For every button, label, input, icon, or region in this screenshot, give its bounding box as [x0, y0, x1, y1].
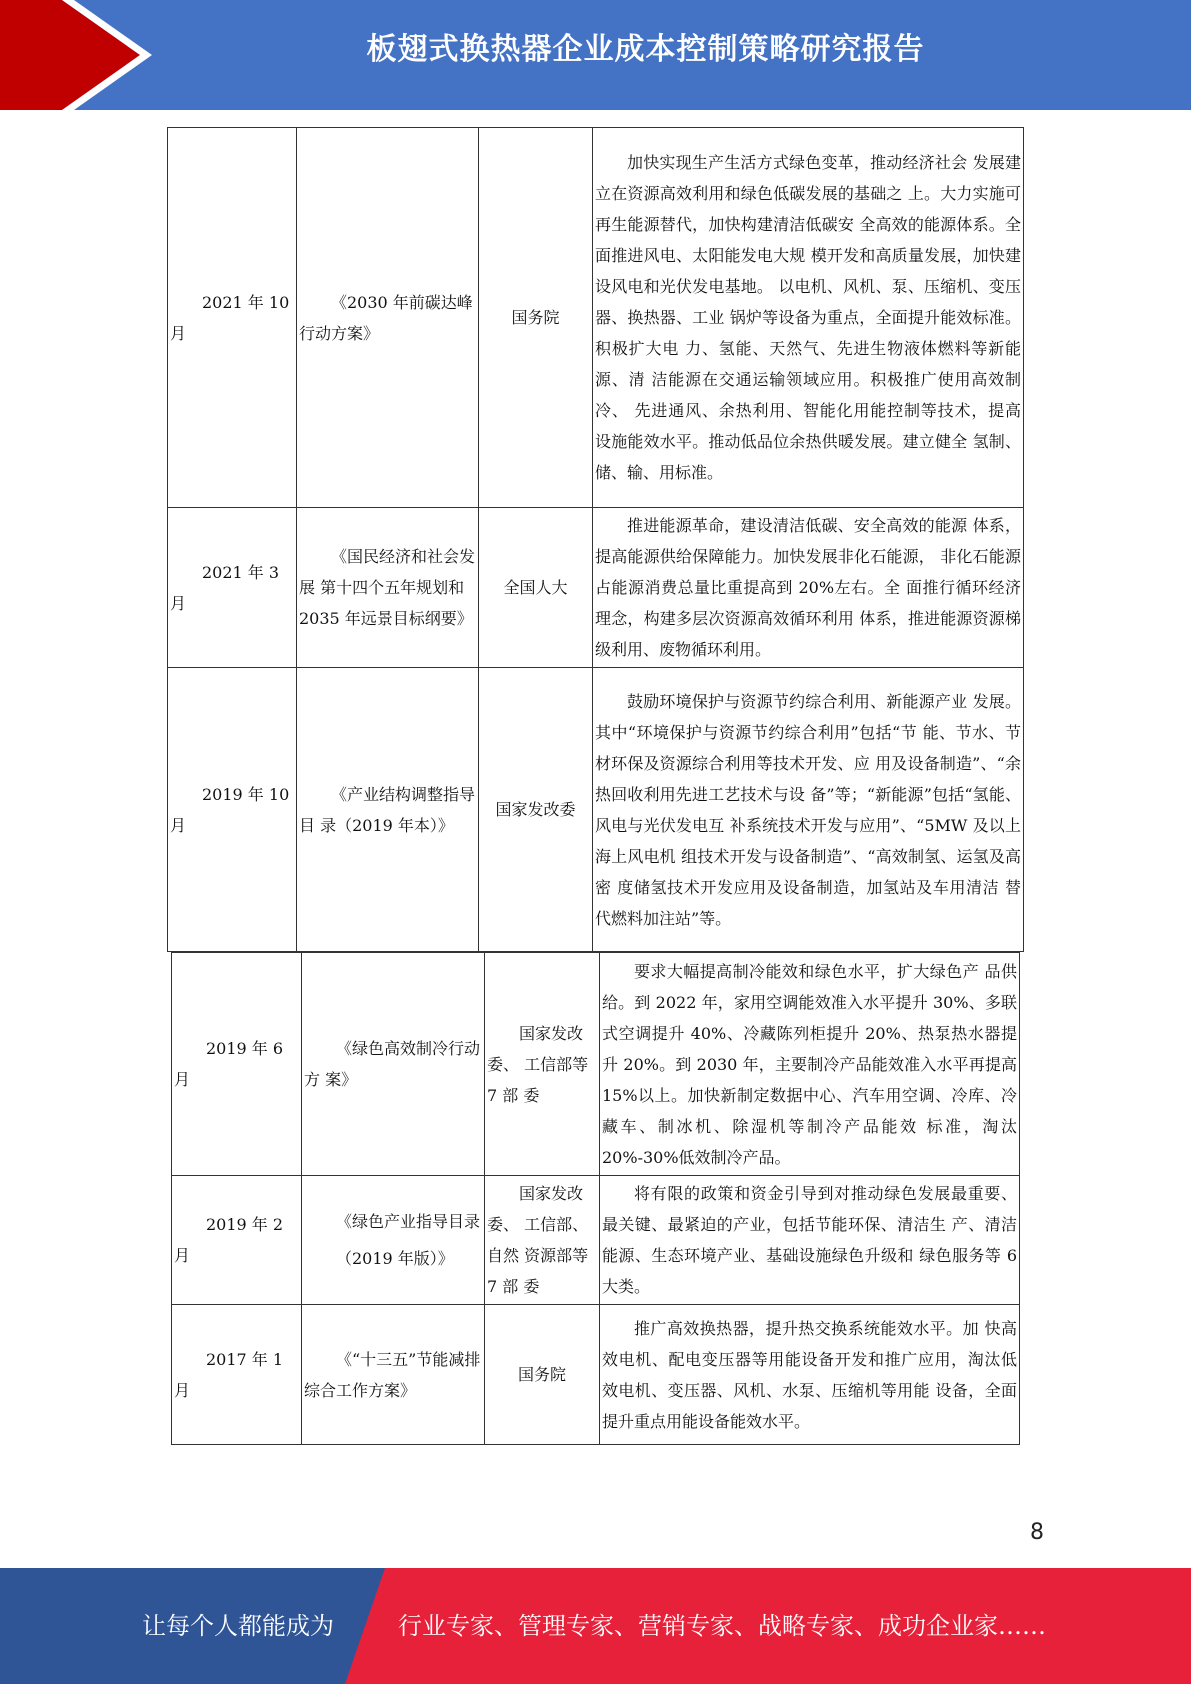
policy-table-part-1 — [167, 127, 1024, 952]
row-date: 2017 年 1 月 — [172, 1305, 302, 1445]
table-row — [168, 508, 1024, 668]
table-row — [168, 128, 1024, 508]
row-date: 2021 年 3 月 — [168, 508, 297, 668]
row-date: 2019 年 10 月 — [168, 668, 297, 952]
report-title: 板翅式换热器企业成本控制策略研究报告 — [366, 32, 925, 67]
row-document — [302, 1176, 485, 1305]
table-row — [172, 1305, 1020, 1445]
row-content: 要求大幅提高制冷能效和绿色水平，扩大绿色产 品供给。到 2022 年，家用空调能效准入水平提升 30%、多联式空调提升 40%、冷藏陈列柜提升 20%、热泵热水器提升 20%。到 2030 年，主要制冷产品能效准入水平再提高 15%以上。加快新制定数据中心、汽车用空调、冷库、冷藏车、制冰机、除湿机等制冷产品能效 标准，淘汰 20%-30%低效制冷产品。 — [600, 953, 1020, 1176]
table-row — [172, 953, 1020, 1176]
row-issuer: 国务院 — [479, 128, 593, 508]
row-content: 加快实现生产生活方式绿色变革，推动经济社会 发展建立在资源高效利用和绿色低碳发展的基础之 上。大力实施可再生能源替代，加快构建清洁低碳安 全高效的能源体系。全面推进风电、太阳能发电大规 模开发和高质量发展，加快建设风电和光伏发电基地。 以电机、风机、泵、压缩机、变压器、换热器、工业 锅炉等设备为重点，全面提升能效标准。积极扩大电 力、氢能、天然气、先进生物液体燃料等新能源、清 洁能源在交通运输领域应用。积极推广使用高效制冷、 先进通风、余热利用、智能化用能控制等技术，提高 设施能效水平。推动低品位余热供暖发展。建立健全 氢制、储、输、用标准。 — [593, 128, 1024, 508]
row-issuer: 国务院 — [485, 1305, 600, 1445]
row-content: 将有限的政策和资金引导到对推动绿色发展最重要、最关键、最紧迫的产业，包括节能环保、清洁生 产、清洁能源、生态环境产业、基础设施绿色升级和 绿色服务等 6 大类。 — [600, 1176, 1020, 1305]
row-content: 鼓励环境保护与资源节约综合利用、新能源产业 发展。其中“环境保护与资源节约综合利用”包括“节 能、节水、节材环保及资源综合利用等技术开发、应 用及设备制造”、“余热回收利用先进工艺技术与设 备”等；“新能源”包括“氢能、风电与光伏发电互 补系统技术开发与应用”、“5MW 及以上海上风电机 组技术开发与设备制造”、“高效制氢、运氢及高密 度储氢技术开发应用及设备制造，加氢站及车用清洁 替代燃料加注站”等。 — [593, 668, 1024, 952]
policy-table-part-2 — [171, 952, 1020, 1445]
page-number: 8 — [1030, 1520, 1044, 1545]
table-row — [172, 1176, 1020, 1305]
row-document-line: （2019 年版）》 — [336, 1249, 454, 1268]
row-issuer: 国家发改委、 工信部、自然 资源部等 7 部 委 — [485, 1176, 600, 1305]
row-document: 《“十三五”节能减排 综合工作方案》 — [302, 1305, 485, 1445]
footer-slogan-left: 让每个人都能成为 — [142, 1612, 334, 1640]
row-date: 2019 年 6 月 — [172, 953, 302, 1176]
row-issuer: 国家发改委、 工信部等 7 部 委 — [485, 953, 600, 1176]
row-content: 推广高效换热器，提升热交换系统能效水平。加 快高效电机、配电变压器等用能设备开发和推广应用，淘汰低效电机、变压器、风机、水泵、压缩机等用能 设备，全面提升重点用能设备能效水平。 — [600, 1305, 1020, 1445]
row-document: 《2030 年前碳达峰行动方案》 — [297, 128, 479, 508]
row-document-line: 《绿色产业指导目录 — [336, 1212, 481, 1231]
row-document: 《产业结构调整指导目 录（2019 年本）》 — [297, 668, 479, 952]
footer-slogan-right: 行业专家、管理专家、营销专家、战略专家、成功企业家…… — [398, 1612, 1046, 1640]
table-row — [168, 668, 1024, 952]
row-document: 《国民经济和社会发展 第十四个五年规划和 2035 年远景目标纲要》 — [297, 508, 479, 668]
row-document: 《绿色高效制冷行动方 案》 — [302, 953, 485, 1176]
page-header — [0, 0, 1191, 110]
page-footer — [0, 1568, 1191, 1684]
row-date: 2019 年 2 月 — [172, 1176, 302, 1305]
row-date: 2021 年 10 月 — [168, 128, 297, 508]
row-issuer: 全国人大 — [479, 508, 593, 668]
row-issuer: 国家发改委 — [479, 668, 593, 952]
row-content: 推进能源革命，建设清洁低碳、安全高效的能源 体系，提高能源供给保障能力。加快发展非化石能源， 非化石能源占能源消费总量比重提高到 20%左右。全 面推行循环经济理念，构建多层次资源高效循环利用 体系，推进能源资源梯级利用、废物循环利用。 — [593, 508, 1024, 668]
